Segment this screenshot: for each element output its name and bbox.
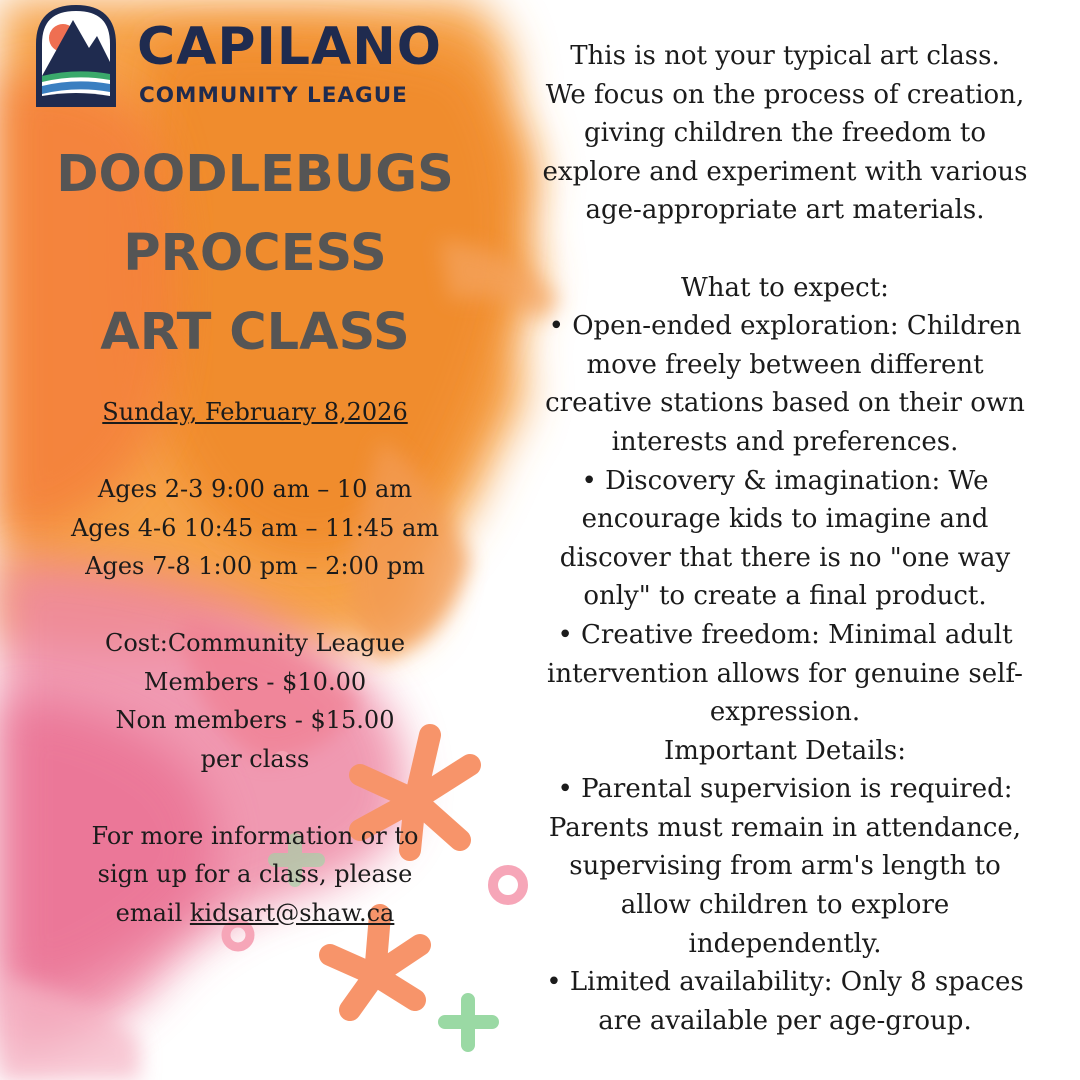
details-line: • Limited availability: Only 8 spaces (546, 967, 1024, 998)
schedule-line: Ages 4-6 10:45 am – 11:45 am (70, 513, 440, 542)
contact-line (22, 894, 488, 933)
expect-line: • Open-ended exploration: Children (548, 311, 1022, 342)
event-details (22, 393, 488, 932)
title-line: DOODLEBUGS (56, 145, 454, 204)
intro-line: We focus on the process of creation, (545, 79, 1025, 110)
mountain-logo-icon (33, 4, 119, 108)
logo-name: CAPILANO (137, 17, 442, 77)
expect-line: expression. (709, 697, 861, 728)
details-line: • Parental supervision is required: (557, 774, 1013, 805)
expect-line: creative stations based on their own (545, 388, 1025, 419)
expect-line: intervention allows for genuine self- (547, 658, 1023, 689)
contact-prefix: email (115, 898, 190, 927)
details-line: are available per age-group. (598, 1005, 972, 1036)
capilano-logo (33, 4, 473, 112)
details-line: supervising from arm's length to (569, 851, 1001, 882)
details-heading: Important Details: (664, 735, 906, 766)
expect-line: discover that there is no "one way (559, 542, 1011, 573)
expect-line: interests and preferences. (611, 426, 959, 457)
intro-line: This is not your typical art class. (570, 41, 1000, 71)
details-line: independently. (688, 928, 882, 959)
expect-line: • Creative freedom: Minimal adult (557, 619, 1013, 650)
schedule-line: Ages 7-8 1:00 pm – 2:00 pm (85, 552, 425, 580)
details-line: Parents must remain in attendance, (548, 812, 1022, 843)
contact-line: sign up for a class, please (97, 860, 413, 888)
event-date: Sunday, February 8,2026 (102, 398, 408, 426)
expect-line: move freely between different (586, 349, 984, 380)
details-line: allow children to explore (620, 890, 950, 921)
class-title (20, 135, 490, 372)
cost-line: Non members - $15.00 (115, 706, 395, 734)
cost-line: per class (200, 744, 310, 773)
intro-line: explore and experiment with various (542, 156, 1028, 187)
expect-line: encourage kids to imagine and (581, 504, 989, 535)
intro-line: age-appropriate art materials. (585, 195, 985, 226)
title-line: PROCESS (123, 224, 387, 283)
expect-line: only" to create a final product. (583, 581, 987, 612)
title-line: ART CLASS (100, 303, 410, 362)
class-description (485, 37, 1080, 1040)
intro-line: giving children the freedom to (583, 118, 986, 149)
schedule-line: Ages 2-3 9:00 am – 10 am (97, 475, 413, 503)
expect-heading: What to expect: (681, 272, 889, 303)
logo-tagline: COMMUNITY LEAGUE (139, 83, 408, 108)
contact-line: For more information or to (91, 821, 419, 850)
expect-line: • Discovery & imagination: We (581, 465, 989, 496)
email-link[interactable]: kidsart@shaw.ca (189, 898, 395, 927)
cost-line: Cost:Community League (104, 629, 406, 657)
cost-line: Members - $10.00 (143, 667, 367, 696)
